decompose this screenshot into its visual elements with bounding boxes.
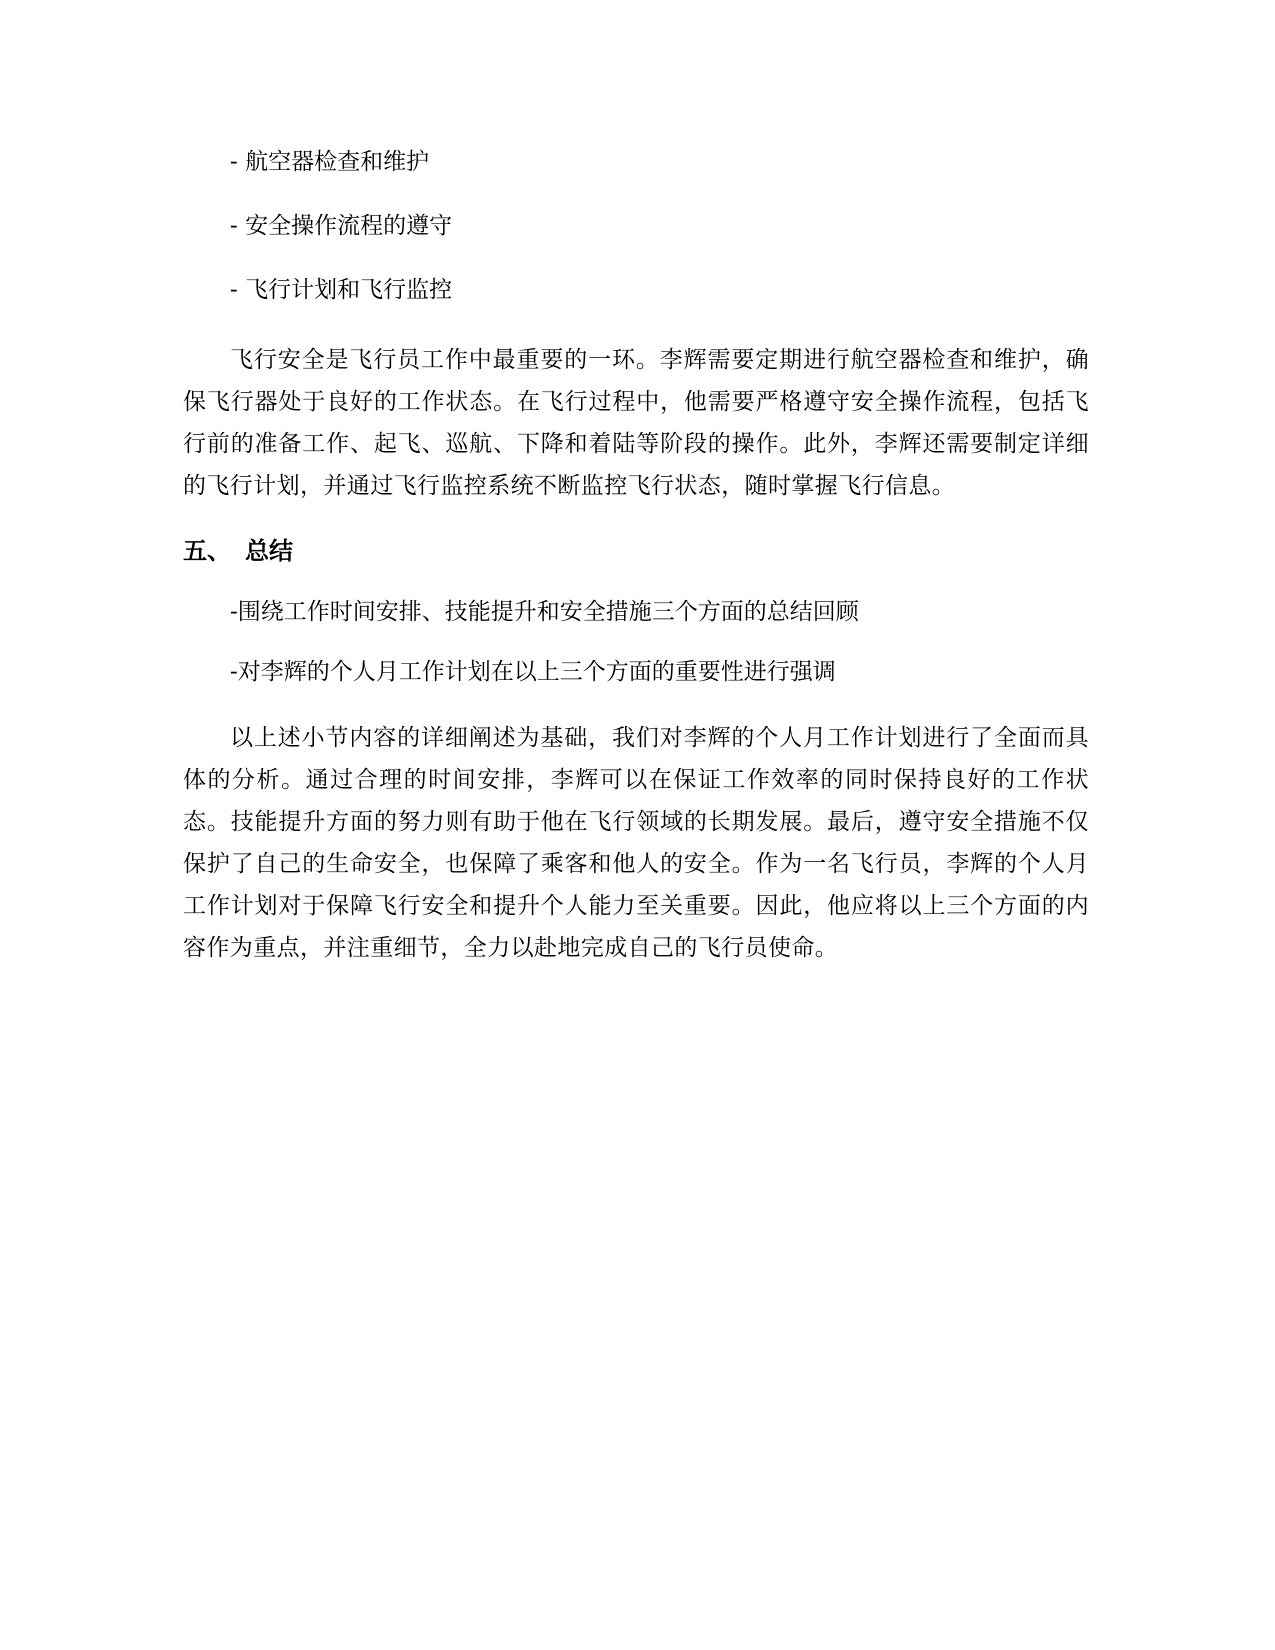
section-five-title: 总结 [245, 537, 293, 565]
section-five-number: 五、 [183, 537, 231, 565]
flight-safety-paragraph: 飞行安全是飞行员工作中最重要的一环。李辉需要定期进行航空器检查和维护，确保飞行器处于良好的工作状态。在飞行过程中，他需要严格遵守安全操作流程，包括飞行前的准备工作、起飞、巡航、下降和着陆等阶段的操作。此外，李辉还需要制定详细的飞行计划，并通过飞行监控系统不断监控飞行状态，随时掌握飞行信息。 [183, 347, 1089, 499]
document-body [183, 147, 1089, 969]
section-five-heading [183, 535, 1089, 567]
bullet-flight-plan-monitoring: - 飞行计划和飞行监控 [230, 277, 453, 303]
summary-bullet-emphasis: -对李辉的个人月工作计划在以上三个方面的重要性进行强调 [230, 659, 836, 685]
summary-paragraph: 以上述小节内容的详细阐述为基础，我们对李辉的个人月工作计划进行了全面而具体的分析。通过合理的时间安排，李辉可以在保证工作效率的同时保持良好的工作状态。技能提升方面的努力则有助于他在飞行领域的长期发展。最后，遵守安全措施不仅保护了自己的生命安全，也保障了乘客和他人的安全。作为一名飞行员，李辉的个人月工作计划对于保障飞行安全和提升个人能力至关重要。因此，他应将以上三个方面的内容作为重点，并注重细节，全力以赴地完成自己的飞行员使命。 [183, 725, 1089, 961]
bullet-aircraft-inspection: - 航空器检查和维护 [230, 149, 430, 175]
summary-bullet-review: -围绕工作时间安排、技能提升和安全措施三个方面的总结回顾 [230, 599, 859, 625]
bullet-safety-procedures: - 安全操作流程的遵守 [230, 213, 453, 239]
